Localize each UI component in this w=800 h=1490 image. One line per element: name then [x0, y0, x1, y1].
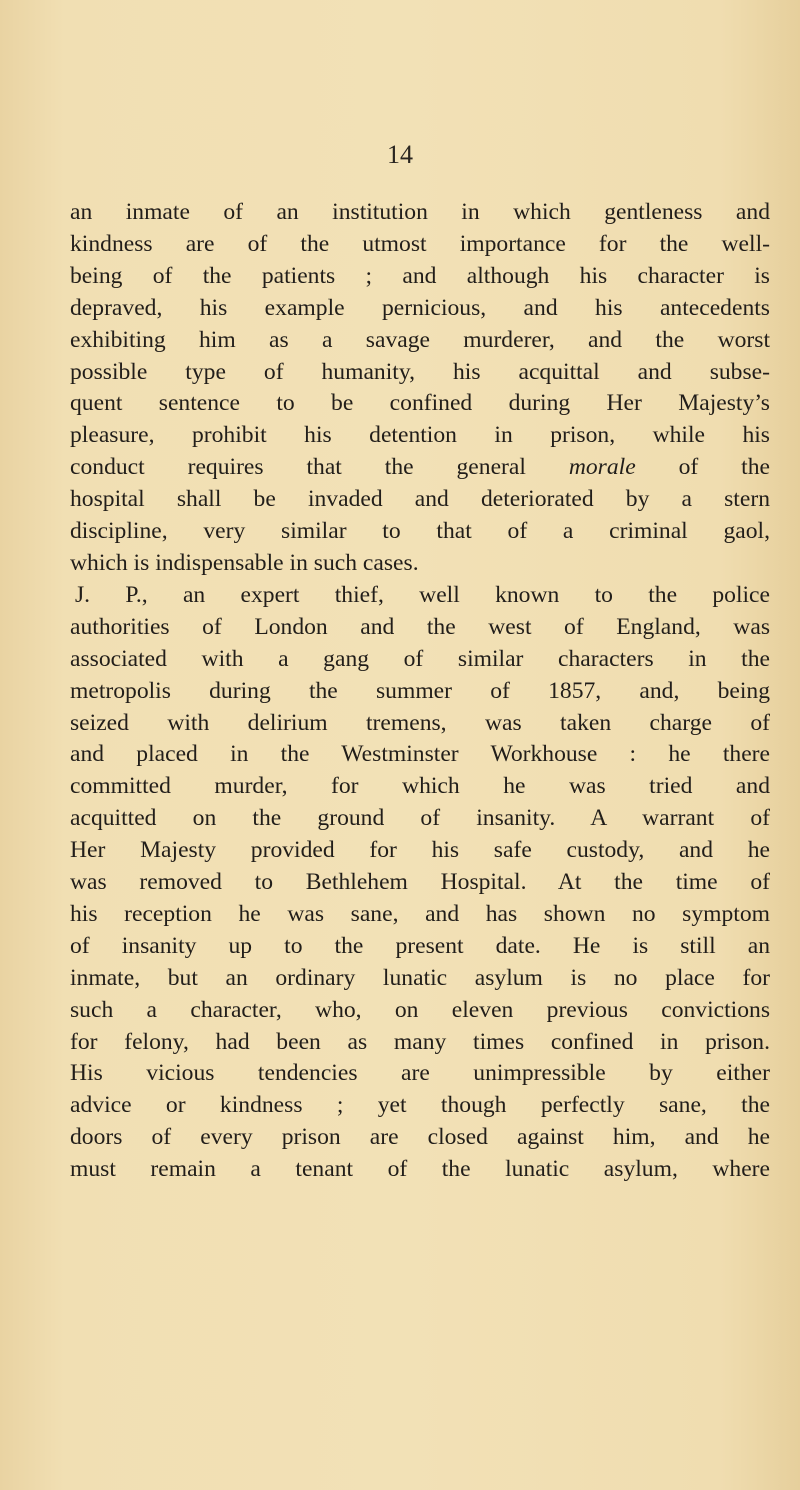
text-line: exhibiting him as a savage murderer, and the worst	[70, 326, 770, 353]
text-line: His vicious tendencies are unimpressible by either	[70, 1060, 770, 1087]
text-line: an inmate of an institution in which gentleness and	[70, 199, 770, 225]
text-line: metropolis during the summer of 1857, and, being	[70, 677, 770, 704]
text-line: for felony, had been as many times confined in prison.	[70, 1028, 770, 1055]
text-line: inmate, but an ordinary lunatic asylum is no place for	[70, 964, 770, 991]
text-line: advice or kindness ; yet though perfectly sane, the	[70, 1092, 770, 1119]
text-line: doors of every prison are closed against him, and he	[70, 1124, 770, 1151]
text-line: acquitted on the ground of insanity. A warrant of	[70, 805, 770, 832]
text-line: which is indispensable in such cases.	[70, 549, 419, 576]
paragraph-start-line: J. P., an expert thief, well known to the police	[75, 581, 770, 608]
text-line: authorities of London and the west of England, was	[70, 613, 770, 640]
text-line: pleasure, prohibit his detention in prison, while his	[70, 422, 770, 449]
text-line: associated with a gang of similar characters in the	[70, 645, 770, 672]
text-line: Her Majesty provided for his safe custody, and he	[70, 837, 770, 864]
text-fragment: conduct requires that the general	[70, 454, 526, 481]
text-line: and placed in the Westminster Workhouse : he there	[70, 741, 770, 768]
page-number: 14	[387, 140, 413, 169]
text-line: kindness are of the utmost importance for the well-	[70, 230, 770, 257]
text-line: depraved, his example pernicious, and his antecedents	[70, 294, 770, 321]
text-line: discipline, very similar to that of a criminal gaol,	[70, 518, 770, 545]
text-line: of insanity up to the present date. He is still an	[70, 932, 770, 959]
text-line-italic	[70, 452, 770, 484]
text-line: being of the patients ; and although his character is	[70, 262, 770, 289]
text-line: must remain a tenant of the lunatic asylum, where	[70, 1156, 770, 1183]
text-line: his reception he was sane, and has shown no symptom	[70, 900, 770, 927]
text-line: possible type of humanity, his acquittal and subse-	[70, 358, 770, 385]
body-text	[70, 197, 770, 1186]
text-line: was removed to Bethlehem Hospital. At the time of	[70, 869, 770, 896]
text-line: quent sentence to be confined during Her Majesty’s	[70, 390, 770, 417]
italic-word: morale	[568, 454, 636, 481]
text-line: committed murder, for which he was tried and	[70, 773, 770, 800]
text-line: seized with delirium tremens, was taken charge of	[70, 709, 770, 736]
text-line: hospital shall be invaded and deteriorated by a stern	[70, 486, 770, 513]
text-line: such a character, who, on eleven previous convictions	[70, 996, 770, 1023]
text-fragment: of the	[678, 454, 770, 481]
